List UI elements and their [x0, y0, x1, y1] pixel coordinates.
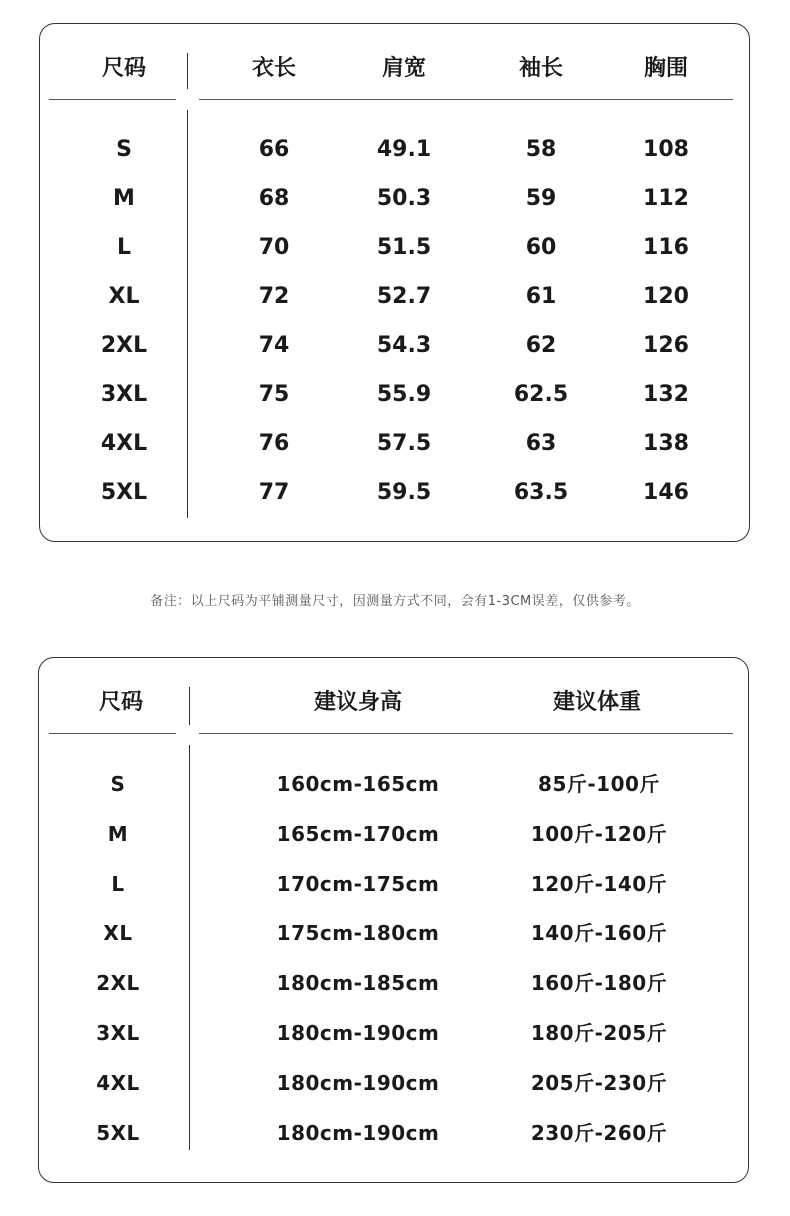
table-cell: 160cm-165cm — [276, 772, 440, 796]
table-cell: 175cm-180cm — [276, 921, 440, 946]
table-cell: 165cm-170cm — [276, 821, 440, 846]
table-cell: 160斤-180斤 — [530, 971, 668, 996]
size-label-cell: L — [111, 871, 125, 896]
table-cell: 170cm-175cm — [276, 871, 440, 896]
table-cell: 74 — [258, 333, 290, 358]
table-cell: 120 — [643, 284, 689, 309]
table-cell: 70 — [258, 235, 290, 260]
column-header: 胸围 — [643, 56, 689, 81]
column-header: 尺码 — [101, 56, 147, 81]
table-cell: 52.7 — [376, 284, 432, 309]
size-label-cell: XL — [103, 921, 133, 946]
table-cell: 77 — [258, 480, 290, 505]
column-header: 建议体重 — [552, 690, 642, 715]
table-cell: 112 — [643, 186, 689, 211]
size-label-cell: 2XL — [96, 971, 140, 996]
header-column-divider — [189, 687, 190, 725]
body-column-divider — [189, 745, 190, 1150]
table-cell: 51.5 — [376, 235, 432, 260]
size-label-cell: S — [116, 137, 132, 162]
column-header: 建议身高 — [313, 690, 403, 715]
column-header: 袖长 — [518, 56, 564, 81]
table-cell: 62.5 — [513, 382, 569, 407]
size-label-cell: 2XL — [100, 333, 148, 358]
table-cell: 108 — [643, 137, 689, 162]
header-divider-right — [199, 99, 733, 100]
column-header: 尺码 — [98, 690, 144, 715]
recommendation-card — [38, 657, 749, 1183]
table-cell: 146 — [643, 480, 689, 505]
header-divider-right — [199, 733, 733, 734]
table-cell: 63 — [525, 431, 557, 456]
table-cell: 58 — [525, 137, 557, 162]
table-cell: 205斤-230斤 — [530, 1070, 668, 1095]
table-cell: 180cm-190cm — [276, 1021, 440, 1045]
measurement-note: 备注：以上尺码为平铺测量尺寸，因测量方式不同，会有1-3CM误差，仅供参考。 — [150, 594, 640, 609]
header-divider-left — [49, 99, 176, 100]
table-cell: 230斤-260斤 — [530, 1120, 668, 1145]
size-label-cell: 4XL — [96, 1070, 140, 1095]
table-cell: 72 — [258, 284, 290, 309]
table-cell: 116 — [643, 235, 689, 260]
table-cell: 59.5 — [376, 480, 432, 505]
table-cell: 61 — [525, 284, 557, 309]
table-cell: 100斤-120斤 — [530, 821, 668, 846]
size-label-cell: 4XL — [100, 431, 148, 456]
table-cell: 120斤-140斤 — [530, 871, 668, 896]
table-cell: 50.3 — [376, 186, 432, 211]
table-cell: 180cm-190cm — [276, 1070, 440, 1095]
table-cell: 138 — [643, 431, 689, 456]
size-label-cell: L — [116, 235, 132, 260]
size-chart-card — [39, 23, 750, 542]
size-label-cell: 3XL — [96, 1021, 140, 1045]
table-cell: 180斤-205斤 — [530, 1021, 668, 1045]
table-cell: 60 — [525, 235, 557, 260]
table-cell: 75 — [258, 382, 290, 407]
table-cell: 140斤-160斤 — [530, 921, 668, 946]
size-label-cell: 5XL — [96, 1120, 140, 1145]
table-cell: 57.5 — [376, 431, 432, 456]
table-cell: 76 — [258, 431, 290, 456]
header-column-divider — [187, 53, 188, 89]
table-cell: 85斤-100斤 — [538, 772, 660, 796]
table-cell: 55.9 — [376, 382, 432, 407]
table-cell: 132 — [643, 382, 689, 407]
table-cell: 126 — [643, 333, 689, 358]
size-label-cell: 3XL — [100, 382, 148, 407]
table-cell: 66 — [258, 137, 290, 162]
header-divider-left — [49, 733, 176, 734]
table-cell: 180cm-185cm — [276, 971, 440, 996]
size-label-cell: M — [107, 821, 129, 846]
size-label-cell: XL — [108, 284, 140, 309]
body-column-divider — [187, 110, 188, 518]
column-header: 衣长 — [251, 56, 297, 81]
table-cell: 180cm-190cm — [276, 1120, 440, 1145]
size-label-cell: 5XL — [100, 480, 148, 505]
table-cell: 62 — [525, 333, 557, 358]
table-cell: 59 — [525, 186, 557, 211]
column-header: 肩宽 — [381, 56, 427, 81]
size-label-cell: M — [113, 186, 135, 211]
table-cell: 54.3 — [376, 333, 432, 358]
size-label-cell: S — [110, 772, 126, 796]
table-cell: 63.5 — [513, 480, 569, 505]
table-cell: 49.1 — [376, 137, 432, 162]
table-cell: 68 — [258, 186, 290, 211]
